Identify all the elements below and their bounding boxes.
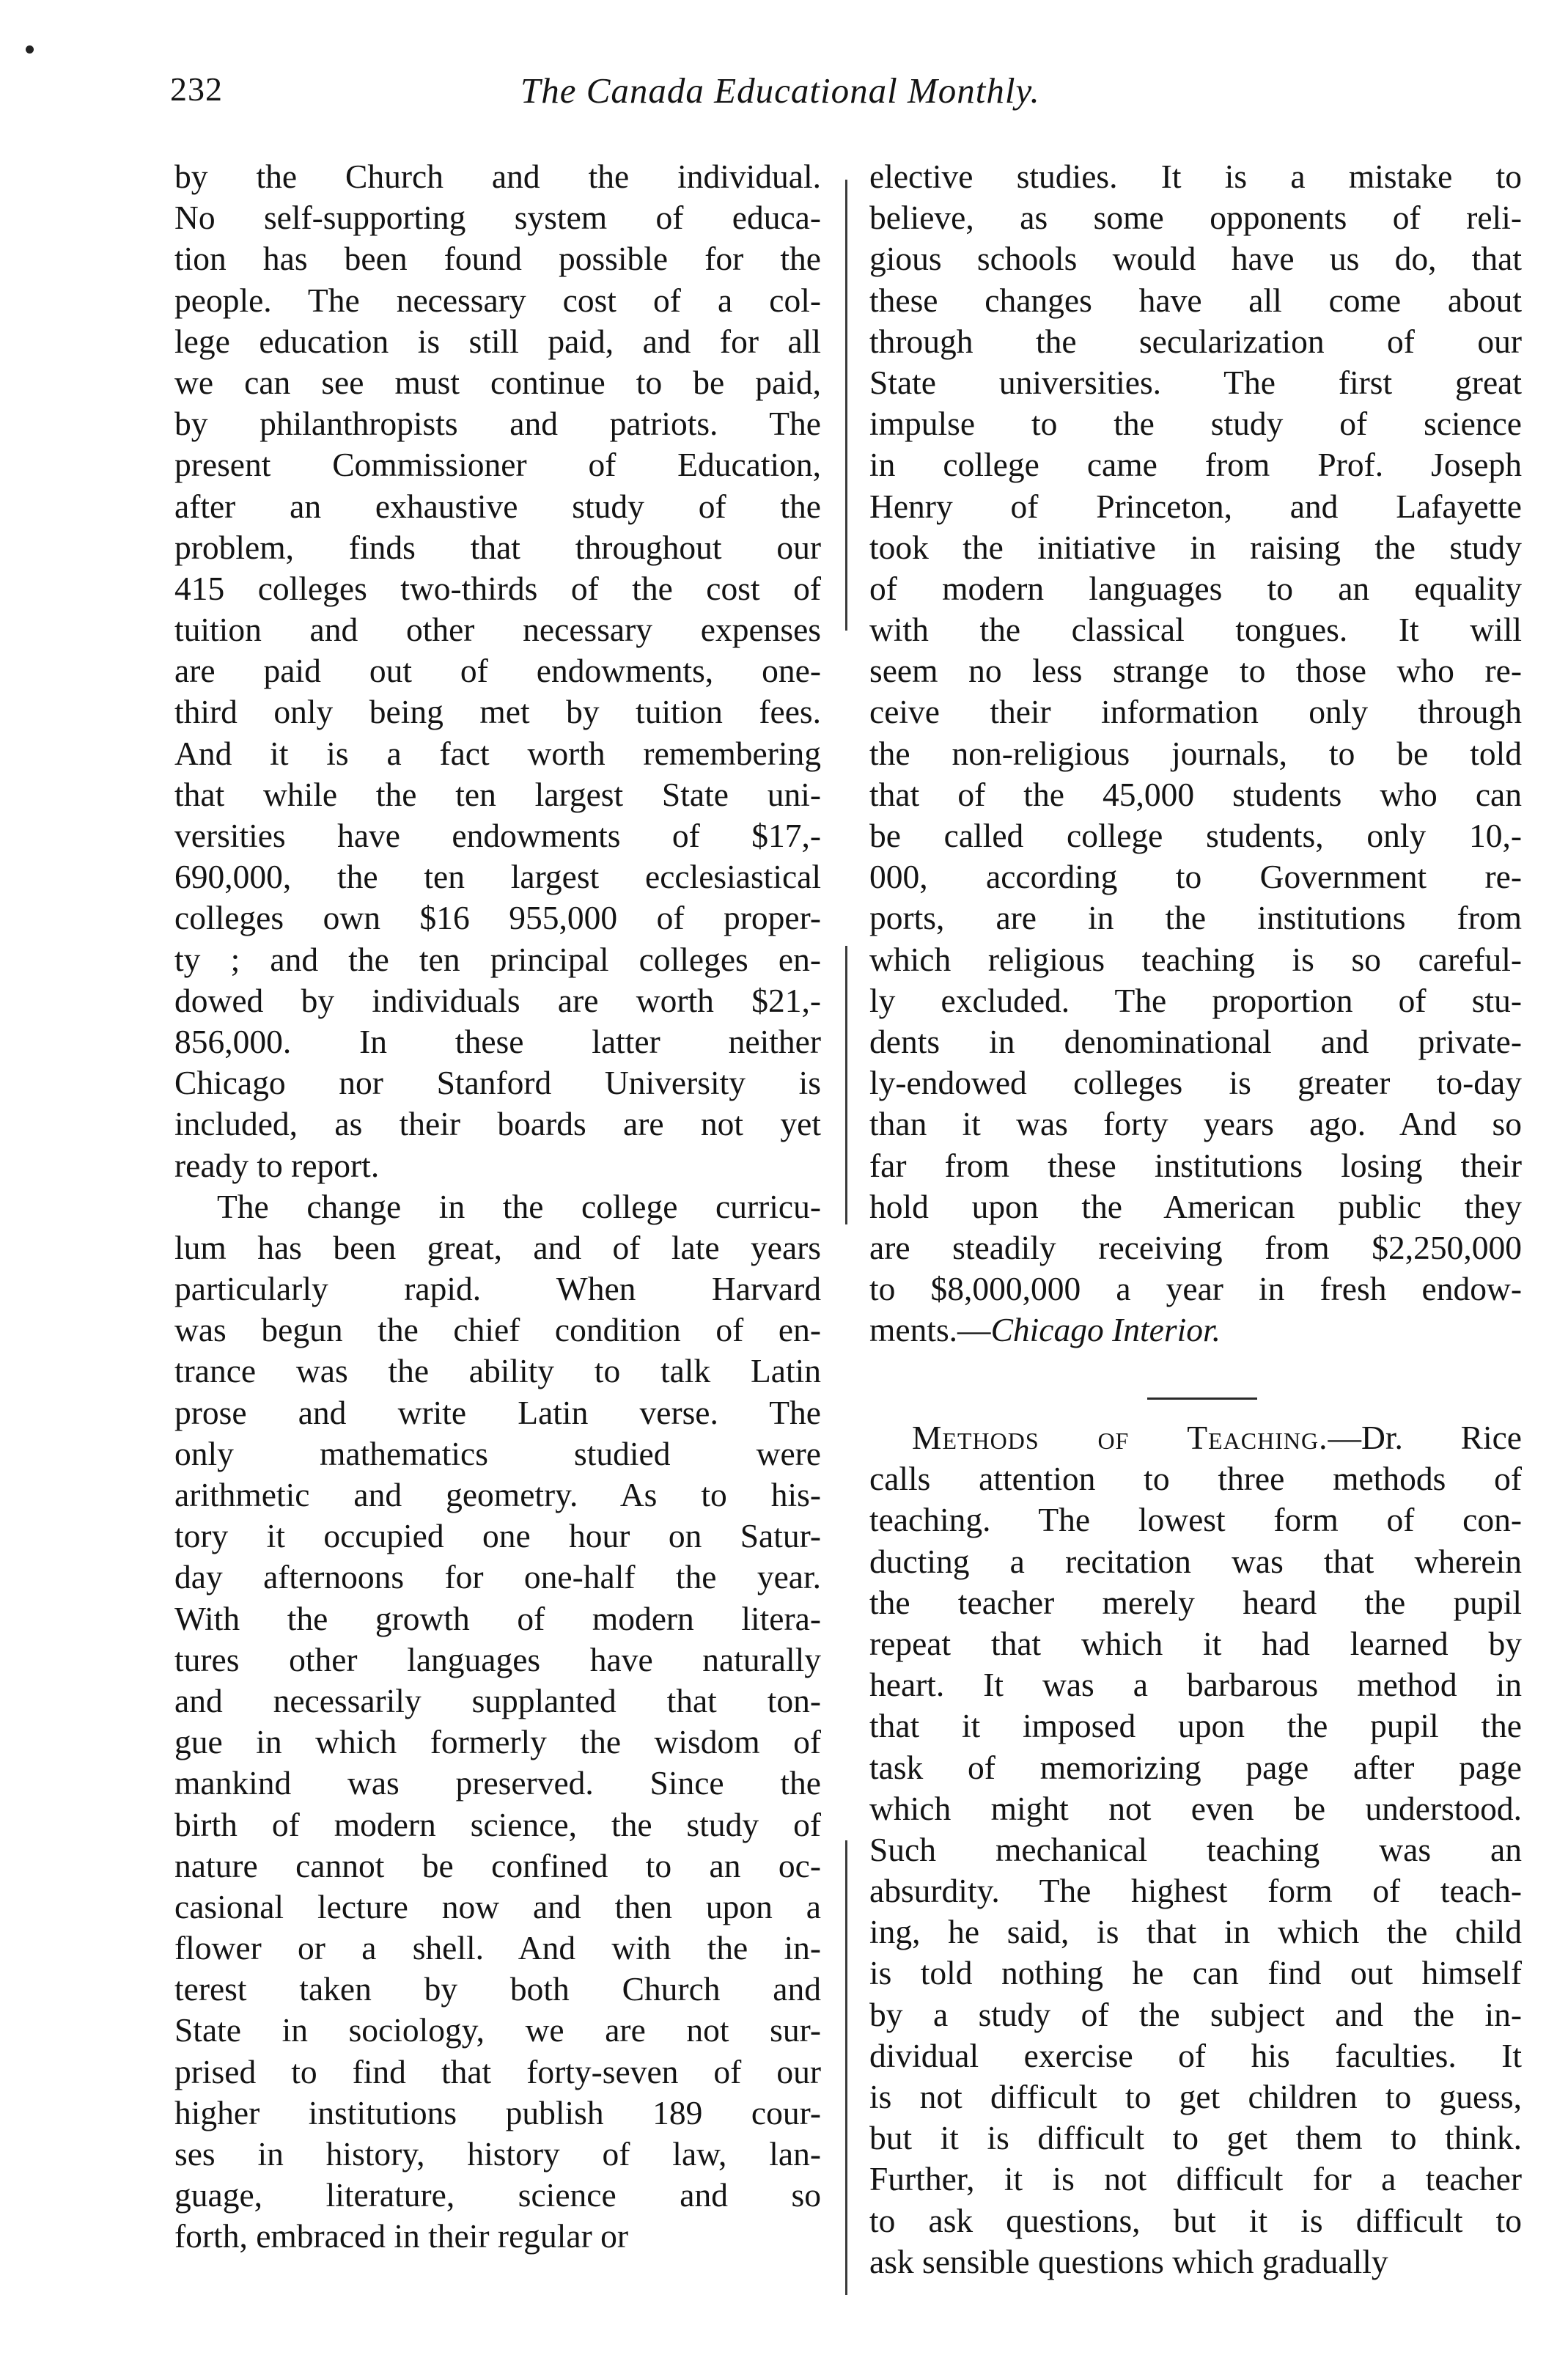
text-line: ing, he said, is that in which the child (869, 1913, 1522, 1951)
text-line: And it is a fact worth remembering (174, 734, 821, 772)
text-line: lum has been great, and of late years (174, 1228, 821, 1266)
text-line: is told nothing he can find out himself (869, 1954, 1522, 1992)
source-line-text: ments.— (869, 1311, 991, 1349)
text-line: day afternoons for one-half the year. (174, 1558, 821, 1596)
text-line: ty ; and the ten principal colleges en- (174, 940, 821, 978)
text-line: No self-supporting system of educa- (174, 199, 821, 237)
text-line: tion has been found possible for the (174, 240, 821, 278)
text-line: that of the 45,000 students who can (869, 775, 1522, 813)
text-line: of modern languages to an equality (869, 569, 1522, 607)
text-line: calls attention to three methods of (869, 1460, 1522, 1498)
text-line: dividual exercise of his faculties. It (869, 2036, 1522, 2074)
text-line: nature cannot be confined to an oc- (174, 1846, 821, 1884)
text-line: Chicago nor Stanford University is (174, 1064, 821, 1102)
right-column-body (869, 156, 1522, 1310)
text-line: which religious teaching is so careful- (869, 940, 1522, 978)
text-line: ports, are in the institutions from (869, 899, 1522, 937)
text-line: 856,000. In these latter neither (174, 1022, 821, 1060)
text-line: but it is difficult to get them to think. (869, 2119, 1522, 2157)
page-number: 232 (170, 70, 223, 108)
text-line: The change in the college curricu- (217, 1187, 821, 1225)
text-line: State in sociology, we are not sur- (174, 2011, 821, 2049)
text-line: terest taken by both Church and (174, 1970, 821, 2008)
text-line: prised to find that forty-seven of our (174, 2052, 821, 2090)
text-line: gious schools would have us do, that (869, 240, 1522, 278)
text-line: forth, embraced in their regular or (174, 2217, 629, 2255)
text-line: hold upon the American public they (869, 1187, 1522, 1225)
text-line: people. The necessary cost of a col- (174, 281, 821, 319)
text-line: the teacher merely heard the pupil (869, 1583, 1522, 1621)
methods-first-line (869, 1417, 1522, 1458)
text-line: seem no less strange to those who re- (869, 652, 1522, 690)
text-line: tuition and other necessary expenses (174, 611, 821, 649)
column-rule-upper (845, 180, 847, 631)
text-line: ceive their information only through (869, 693, 1522, 731)
text-line: after an exhaustive study of the (174, 487, 821, 525)
section-separator (1147, 1397, 1257, 1400)
text-line: is not difficult to get children to guess, (869, 2078, 1522, 2115)
text-line: casional lecture now and then upon a (174, 1887, 821, 1925)
text-line: repeat that which it had learned by (869, 1624, 1522, 1662)
text-line: heart. It was a barbarous method in (869, 1666, 1522, 1704)
text-line: ses in history, history of law, lan- (174, 2135, 821, 2173)
text-line: absurdity. The highest form of teach- (869, 1872, 1522, 1910)
column-rule-lower (845, 1840, 847, 2295)
text-line: third only being met by tuition fees. (174, 693, 821, 731)
running-title: The Canada Educational Monthly. (520, 70, 1040, 111)
text-line: higher institutions publish 189 cour- (174, 2093, 821, 2131)
left-column (174, 156, 821, 2258)
text-line: which might not even be understood. (869, 1789, 1522, 1827)
text-line: believe, as some opponents of reli- (869, 199, 1522, 237)
text-line: took the initiative in raising the study (869, 528, 1522, 566)
text-line: to $8,000,000 a year in fresh endow- (869, 1270, 1522, 1308)
text-line: arithmetic and geometry. As to his- (174, 1476, 821, 1513)
text-line: ducting a recitation was that wherein (869, 1542, 1522, 1580)
text-line: particularly rapid. When Harvard (174, 1270, 821, 1308)
text-line: task of memorizing page after page (869, 1748, 1522, 1786)
text-line: we can see must continue to be paid, (174, 363, 821, 401)
text-line: present Commissioner of Education, (174, 446, 821, 484)
text-line: gue in which formerly the wisdom of (174, 1723, 821, 1761)
text-line: impulse to the study of science (869, 405, 1522, 443)
text-line: tory it occupied one hour on Satur- (174, 1517, 821, 1555)
text-line: included, as their boards are not yet (174, 1105, 821, 1143)
text-line: flower or a shell. And with the in- (174, 1929, 821, 1967)
text-line: by philanthropists and patriots. The (174, 405, 821, 443)
text-line: With the growth of modern litera- (174, 1599, 821, 1637)
text-line: prose and write Latin verse. The (174, 1393, 821, 1431)
methods-body (869, 1458, 1522, 2282)
methods-first-line-rest: —Dr. Rice (1328, 1419, 1522, 1456)
text-line: colleges own $16 955,000 of proper- (174, 899, 821, 937)
text-line: are steadily receiving from $2,250,000 (869, 1228, 1522, 1266)
text-line: are paid out of endowments, one- (174, 652, 821, 690)
text-line: State universities. The first great (869, 363, 1522, 401)
text-line: than it was forty years ago. And so (869, 1105, 1522, 1143)
text-line: problem, finds that throughout our (174, 528, 821, 566)
methods-heading: Methods of Teaching. (912, 1419, 1328, 1456)
text-line: dowed by individuals are worth $21,- (174, 981, 821, 1019)
text-line: trance was the ability to talk Latin (174, 1352, 821, 1390)
text-line: ready to report. (174, 1146, 380, 1184)
text-line: Further, it is not difficult for a teacher (869, 2160, 1522, 2198)
text-line: by a study of the subject and the in- (869, 1995, 1522, 2033)
text-line: to ask questions, but it is difficult to (869, 2201, 1522, 2239)
text-line: only mathematics studied were (174, 1434, 821, 1472)
text-line: through the secularization of our (869, 322, 1522, 360)
text-line: 415 colleges two-thirds of the cost of (174, 569, 821, 607)
text-line: in college came from Prof. Joseph (869, 446, 1522, 484)
text-line: was begun the chief condition of en- (174, 1311, 821, 1349)
ink-speck (26, 45, 34, 54)
text-line: by the Church and the individual. (174, 158, 821, 195)
text-line: lege education is still paid, and for all (174, 322, 821, 360)
text-line: that it imposed upon the pupil the (869, 1707, 1522, 1745)
text-line: 690,000, the ten largest ecclesiastical (174, 858, 821, 896)
text-line: that while the ten largest State uni- (174, 775, 821, 813)
text-line: with the classical tongues. It will (869, 611, 1522, 649)
text-line: 000, according to Government re- (869, 858, 1522, 896)
text-line: and necessarily supplanted that ton- (174, 1681, 821, 1719)
text-line: Such mechanical teaching was an (869, 1830, 1522, 1868)
page-header (170, 70, 1233, 128)
text-line: ask sensible questions which gradually (869, 2242, 1388, 2280)
text-line: tures other languages have naturally (174, 1640, 821, 1678)
text-line: far from these institutions losing their (869, 1146, 1522, 1184)
text-line: elective studies. It is a mistake to (869, 158, 1522, 195)
right-column (869, 156, 1522, 1351)
text-line: ly excluded. The proportion of stu- (869, 981, 1522, 1019)
text-line: the non-religious journals, to be told (869, 734, 1522, 772)
text-line: these changes have all come about (869, 281, 1522, 319)
text-line: ly-endowed colleges is greater to-day (869, 1064, 1522, 1102)
column-rule-middle (845, 946, 847, 1224)
text-line: mankind was preserved. Since the (174, 1764, 821, 1802)
source-line (869, 1310, 1522, 1351)
text-line: be called college students, only 10,- (869, 817, 1522, 854)
text-line: versities have endowments of $17,- (174, 817, 821, 854)
source-citation: Chicago Interior. (990, 1311, 1221, 1349)
text-line: guage, literature, science and so (174, 2176, 821, 2214)
methods-section (869, 1417, 1522, 2282)
text-line: Henry of Princeton, and Lafayette (869, 487, 1522, 525)
text-line: teaching. The lowest form of con- (869, 1501, 1522, 1539)
text-line: birth of modern science, the study of (174, 1805, 821, 1843)
text-line: dents in denominational and private- (869, 1022, 1522, 1060)
